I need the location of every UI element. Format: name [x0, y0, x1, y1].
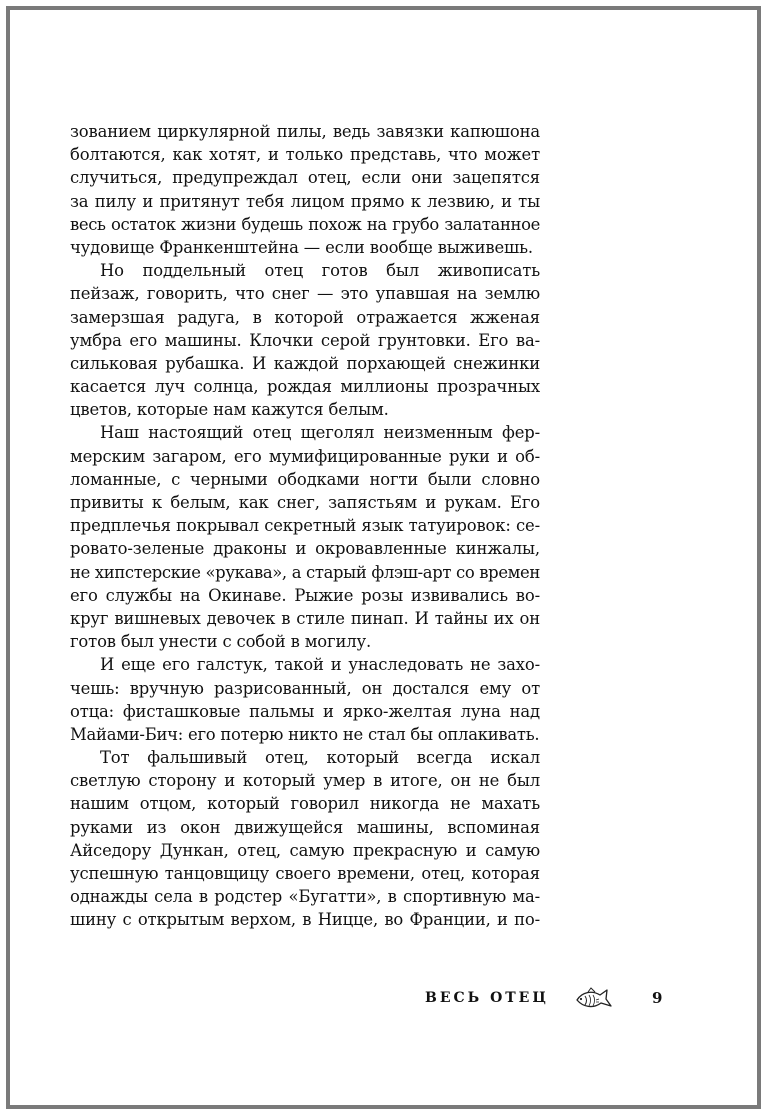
text-line: весь остаток жизни будешь похож на грубо залатанное [70, 214, 540, 234]
text-line: отца: фисташковые пальмы и ярко-желтая луна над [70, 701, 540, 721]
text-line: за пилу и притянут тебя лицом прямо к лезвию, и ты [70, 191, 540, 211]
text-line: умбра его машины. Клочки серой грунтовки. Его ва- [70, 330, 540, 350]
text-line: зованием циркулярной пилы, ведь завязки капюшона [70, 122, 540, 141]
text-line: касается луч солнца, рождая миллионы прозрачных [70, 377, 540, 397]
text-line: его службы на Окинаве. Рыжие розы извивались во- [70, 585, 540, 605]
text-line: нашим отцом, который говорил никогда не махать [70, 794, 540, 814]
text-line: шину с открытым верхом, в Ницце, во Франции, и по- [70, 910, 540, 930]
text-line: готов был унести с собой в могилу. [70, 632, 372, 652]
text-line: Но поддельный отец готов был живописать [100, 261, 540, 281]
text-line: Наш настоящий отец щеголял неизменным фер- [100, 423, 540, 443]
text-line: сильковая рубашка. И каждой порхающей снежинки [70, 353, 540, 373]
text-line: предплечья покрывал секретный язык татуировок: се- [70, 516, 540, 536]
page-footer [0, 985, 763, 1015]
text-line: пейзаж, говорить, что снег — это упавшая на землю [70, 284, 540, 304]
text-line: руками из окон движущейся машины, вспоминая [70, 817, 540, 837]
text-line: ломанные, с черными ободками ногти были словно [70, 469, 540, 489]
text-line: случиться, предупреждал отец, если они зацепятся [70, 168, 540, 188]
body-text [70, 120, 540, 932]
text-line: мерским загаром, его мумифицированные руки и об- [70, 446, 540, 466]
text-line: болтаются, как хотят, и только представь, что может [70, 145, 540, 165]
text-line: И еще его галстук, такой и унаследовать не захо- [100, 655, 540, 675]
page-number: 9 [652, 989, 663, 1007]
text-line: привиты к белым, как снег, запястьям и рукам. Его [70, 493, 540, 512]
text-line: не хипстерские «рукава», а старый флэш-арт со времен [70, 562, 540, 582]
fish-icon [574, 987, 614, 1011]
text-line: однажды села в родстер «Бугатти», в спортивную ма- [70, 887, 540, 907]
text-line: успешную танцовщицу своего времени, отец, которая [70, 864, 540, 883]
text-line: Майами-Бич: его потерю никто не стал бы оплакивать. [70, 724, 540, 744]
text-line: круг вишневых девочек в стиле пинап. И тайны их он [70, 608, 540, 628]
text-line: Айседору Дункан, отец, самую прекрасную и самую [70, 840, 540, 860]
text-line: светлую сторону и который умер в итоге, он не был [70, 771, 540, 791]
text-line: цветов, которые нам кажутся белым. [70, 400, 389, 420]
text-line: чудовище Франкенштейна — если вообще выживешь. [70, 237, 533, 257]
text-line: чешь: вручную разрисованный, он достался ему от [70, 678, 540, 698]
text-line: ровато-зеленые драконы и окровавленные кинжалы, [70, 539, 540, 559]
text-line: замерзшая радуга, в которой отражается жженая [70, 307, 540, 327]
text-line: Тот фальшивый отец, который всегда искал [100, 748, 540, 768]
running-title: ВЕСЬ ОТЕЦ [425, 990, 549, 1006]
